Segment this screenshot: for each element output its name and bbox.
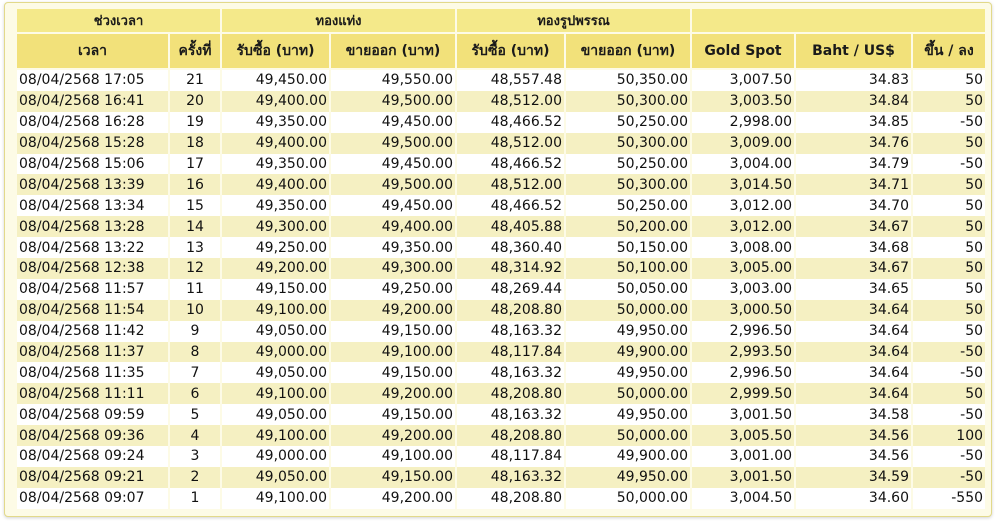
table-row xyxy=(17,91,985,112)
cell-gold-spot: 2,996.50 xyxy=(692,321,794,342)
cell-ornament-sell: 50,000.00 xyxy=(566,300,690,321)
table-row xyxy=(17,467,985,488)
cell-ornament-buy: 48,117.84 xyxy=(457,446,564,467)
cell-round: 16 xyxy=(170,174,220,195)
cell-ornament-buy: 48,512.00 xyxy=(457,133,564,154)
table-row xyxy=(17,425,985,446)
cell-bar-buy: 49,100.00 xyxy=(222,488,329,509)
cell-gold-spot: 3,001.50 xyxy=(692,404,794,425)
table-row xyxy=(17,70,985,91)
table-row xyxy=(17,279,985,300)
cell-baht-usd: 34.79 xyxy=(796,154,911,175)
cell-bar-buy: 49,350.00 xyxy=(222,195,329,216)
cell-time: 08/04/2568 11:11 xyxy=(17,383,168,404)
cell-ornament-buy: 48,466.52 xyxy=(457,154,564,175)
cell-bar-buy: 49,050.00 xyxy=(222,321,329,342)
table-row xyxy=(17,258,985,279)
cell-ornament-sell: 50,150.00 xyxy=(566,237,690,258)
cell-round: 10 xyxy=(170,300,220,321)
cell-bar-buy: 49,350.00 xyxy=(222,154,329,175)
column-header-time: เวลา xyxy=(17,34,168,70)
cell-change: -50 xyxy=(913,404,985,425)
table-row xyxy=(17,133,985,154)
cell-change: 50 xyxy=(913,300,985,321)
cell-ornament-sell: 50,050.00 xyxy=(566,279,690,300)
cell-bar-buy: 49,100.00 xyxy=(222,425,329,446)
cell-round: 11 xyxy=(170,279,220,300)
cell-round: 8 xyxy=(170,342,220,363)
cell-bar-buy: 49,000.00 xyxy=(222,342,329,363)
cell-bar-sell: 49,250.00 xyxy=(331,279,455,300)
cell-baht-usd: 34.64 xyxy=(796,383,911,404)
cell-bar-buy: 49,200.00 xyxy=(222,258,329,279)
cell-ornament-sell: 49,950.00 xyxy=(566,404,690,425)
cell-ornament-sell: 50,300.00 xyxy=(566,91,690,112)
cell-gold-spot: 3,001.00 xyxy=(692,446,794,467)
table-row xyxy=(17,112,985,133)
cell-ornament-sell: 50,300.00 xyxy=(566,133,690,154)
cell-baht-usd: 34.76 xyxy=(796,133,911,154)
cell-bar-buy: 49,050.00 xyxy=(222,362,329,383)
cell-gold-spot: 3,004.50 xyxy=(692,488,794,509)
cell-bar-sell: 49,200.00 xyxy=(331,488,455,509)
cell-bar-sell: 49,550.00 xyxy=(331,70,455,91)
cell-round: 12 xyxy=(170,258,220,279)
cell-bar-sell: 49,300.00 xyxy=(331,258,455,279)
cell-baht-usd: 34.59 xyxy=(796,467,911,488)
cell-time: 08/04/2568 13:34 xyxy=(17,195,168,216)
cell-bar-buy: 49,450.00 xyxy=(222,70,329,91)
cell-gold-spot: 3,000.50 xyxy=(692,300,794,321)
cell-round: 6 xyxy=(170,383,220,404)
cell-ornament-buy: 48,208.80 xyxy=(457,488,564,509)
cell-baht-usd: 34.70 xyxy=(796,195,911,216)
cell-change: 50 xyxy=(913,216,985,237)
cell-change: -50 xyxy=(913,467,985,488)
cell-gold-spot: 3,004.00 xyxy=(692,154,794,175)
cell-ornament-sell: 50,250.00 xyxy=(566,195,690,216)
cell-gold-spot: 2,996.50 xyxy=(692,362,794,383)
cell-bar-buy: 49,050.00 xyxy=(222,467,329,488)
table-row xyxy=(17,446,985,467)
cell-round: 14 xyxy=(170,216,220,237)
cell-round: 3 xyxy=(170,446,220,467)
column-header-baht-usd: Baht / US$ xyxy=(796,34,911,70)
cell-change: 50 xyxy=(913,174,985,195)
cell-bar-sell: 49,150.00 xyxy=(331,404,455,425)
cell-time: 08/04/2568 12:38 xyxy=(17,258,168,279)
cell-ornament-buy: 48,208.80 xyxy=(457,383,564,404)
table-row xyxy=(17,488,985,509)
cell-bar-sell: 49,450.00 xyxy=(331,195,455,216)
cell-time: 08/04/2568 11:35 xyxy=(17,362,168,383)
cell-bar-buy: 49,400.00 xyxy=(222,174,329,195)
table-row xyxy=(17,195,985,216)
cell-ornament-sell: 49,900.00 xyxy=(566,342,690,363)
cell-baht-usd: 34.56 xyxy=(796,425,911,446)
cell-ornament-buy: 48,512.00 xyxy=(457,91,564,112)
cell-bar-buy: 49,250.00 xyxy=(222,237,329,258)
cell-bar-sell: 49,150.00 xyxy=(331,362,455,383)
cell-gold-spot: 3,001.50 xyxy=(692,467,794,488)
cell-baht-usd: 34.58 xyxy=(796,404,911,425)
cell-bar-sell: 49,400.00 xyxy=(331,216,455,237)
cell-bar-buy: 49,400.00 xyxy=(222,133,329,154)
cell-ornament-buy: 48,163.32 xyxy=(457,404,564,425)
cell-round: 1 xyxy=(170,488,220,509)
cell-time: 08/04/2568 11:54 xyxy=(17,300,168,321)
cell-time: 08/04/2568 09:24 xyxy=(17,446,168,467)
table-row xyxy=(17,300,985,321)
column-header-row xyxy=(17,34,985,70)
cell-time: 08/04/2568 15:06 xyxy=(17,154,168,175)
gold-price-table xyxy=(15,9,987,509)
cell-bar-buy: 49,300.00 xyxy=(222,216,329,237)
cell-time: 08/04/2568 13:28 xyxy=(17,216,168,237)
cell-bar-buy: 49,350.00 xyxy=(222,112,329,133)
cell-bar-sell: 49,150.00 xyxy=(331,467,455,488)
cell-gold-spot: 3,007.50 xyxy=(692,70,794,91)
cell-time: 08/04/2568 16:41 xyxy=(17,91,168,112)
group-header-blank xyxy=(692,9,985,34)
cell-bar-buy: 49,100.00 xyxy=(222,383,329,404)
cell-ornament-sell: 49,900.00 xyxy=(566,446,690,467)
column-header-change: ขึ้น / ลง xyxy=(913,34,985,70)
cell-ornament-sell: 50,350.00 xyxy=(566,70,690,91)
table-row xyxy=(17,342,985,363)
cell-bar-sell: 49,100.00 xyxy=(331,446,455,467)
group-header-gold-bar: ทองแท่ง xyxy=(222,9,455,34)
cell-baht-usd: 34.85 xyxy=(796,112,911,133)
cell-gold-spot: 3,012.00 xyxy=(692,195,794,216)
cell-change: 50 xyxy=(913,279,985,300)
cell-ornament-buy: 48,466.52 xyxy=(457,112,564,133)
cell-ornament-buy: 48,512.00 xyxy=(457,174,564,195)
cell-baht-usd: 34.71 xyxy=(796,174,911,195)
cell-bar-buy: 49,150.00 xyxy=(222,279,329,300)
cell-bar-buy: 49,000.00 xyxy=(222,446,329,467)
cell-ornament-buy: 48,314.92 xyxy=(457,258,564,279)
cell-change: -550 xyxy=(913,488,985,509)
cell-time: 08/04/2568 17:05 xyxy=(17,70,168,91)
cell-change: 50 xyxy=(913,91,985,112)
cell-ornament-buy: 48,163.32 xyxy=(457,321,564,342)
cell-baht-usd: 34.64 xyxy=(796,342,911,363)
cell-ornament-sell: 50,250.00 xyxy=(566,154,690,175)
cell-ornament-sell: 49,950.00 xyxy=(566,467,690,488)
cell-change: 50 xyxy=(913,258,985,279)
cell-change: 50 xyxy=(913,383,985,404)
cell-bar-sell: 49,200.00 xyxy=(331,383,455,404)
cell-round: 21 xyxy=(170,70,220,91)
cell-change: 50 xyxy=(913,321,985,342)
cell-time: 08/04/2568 15:28 xyxy=(17,133,168,154)
cell-gold-spot: 3,014.50 xyxy=(692,174,794,195)
cell-ornament-sell: 50,100.00 xyxy=(566,258,690,279)
cell-round: 4 xyxy=(170,425,220,446)
column-header-bar-sell: ขายออก (บาท) xyxy=(331,34,455,70)
cell-round: 17 xyxy=(170,154,220,175)
cell-baht-usd: 34.56 xyxy=(796,446,911,467)
cell-bar-sell: 49,450.00 xyxy=(331,154,455,175)
column-header-ornament-buy: รับซื้อ (บาท) xyxy=(457,34,564,70)
cell-change: 50 xyxy=(913,195,985,216)
cell-gold-spot: 3,008.00 xyxy=(692,237,794,258)
group-header-gold-ornament: ทองรูปพรรณ xyxy=(457,9,690,34)
cell-time: 08/04/2568 09:36 xyxy=(17,425,168,446)
cell-baht-usd: 34.60 xyxy=(796,488,911,509)
cell-ornament-sell: 50,300.00 xyxy=(566,174,690,195)
cell-gold-spot: 2,999.50 xyxy=(692,383,794,404)
cell-gold-spot: 3,003.50 xyxy=(692,91,794,112)
column-header-bar-buy: รับซื้อ (บาท) xyxy=(222,34,329,70)
table-row xyxy=(17,174,985,195)
cell-time: 08/04/2568 13:39 xyxy=(17,174,168,195)
cell-change: -50 xyxy=(913,154,985,175)
cell-bar-buy: 49,100.00 xyxy=(222,300,329,321)
cell-bar-sell: 49,500.00 xyxy=(331,174,455,195)
cell-time: 08/04/2568 13:22 xyxy=(17,237,168,258)
cell-ornament-buy: 48,208.80 xyxy=(457,300,564,321)
cell-round: 5 xyxy=(170,404,220,425)
cell-round: 20 xyxy=(170,91,220,112)
cell-ornament-sell: 50,000.00 xyxy=(566,488,690,509)
cell-time: 08/04/2568 11:42 xyxy=(17,321,168,342)
cell-ornament-buy: 48,269.44 xyxy=(457,279,564,300)
table-row xyxy=(17,383,985,404)
table-row xyxy=(17,321,985,342)
cell-change: -50 xyxy=(913,446,985,467)
cell-ornament-buy: 48,466.52 xyxy=(457,195,564,216)
cell-change: 50 xyxy=(913,70,985,91)
cell-time: 08/04/2568 09:07 xyxy=(17,488,168,509)
cell-change: -50 xyxy=(913,362,985,383)
cell-time: 08/04/2568 16:28 xyxy=(17,112,168,133)
cell-ornament-sell: 49,950.00 xyxy=(566,321,690,342)
group-header-period: ช่วงเวลา xyxy=(17,9,220,34)
cell-bar-buy: 49,050.00 xyxy=(222,404,329,425)
cell-baht-usd: 34.67 xyxy=(796,216,911,237)
cell-change: -50 xyxy=(913,342,985,363)
group-header-row xyxy=(17,9,985,34)
table-row xyxy=(17,237,985,258)
cell-change: 50 xyxy=(913,237,985,258)
cell-ornament-buy: 48,117.84 xyxy=(457,342,564,363)
cell-time: 08/04/2568 11:37 xyxy=(17,342,168,363)
cell-change: 50 xyxy=(913,133,985,154)
cell-ornament-buy: 48,557.48 xyxy=(457,70,564,91)
table-row xyxy=(17,404,985,425)
cell-baht-usd: 34.83 xyxy=(796,70,911,91)
cell-gold-spot: 3,003.00 xyxy=(692,279,794,300)
cell-bar-sell: 49,200.00 xyxy=(331,300,455,321)
cell-baht-usd: 34.64 xyxy=(796,362,911,383)
gold-price-panel xyxy=(4,2,992,517)
cell-gold-spot: 3,005.50 xyxy=(692,425,794,446)
cell-bar-sell: 49,450.00 xyxy=(331,112,455,133)
cell-gold-spot: 2,998.00 xyxy=(692,112,794,133)
table-row xyxy=(17,362,985,383)
cell-baht-usd: 34.64 xyxy=(796,300,911,321)
cell-baht-usd: 34.84 xyxy=(796,91,911,112)
cell-baht-usd: 34.65 xyxy=(796,279,911,300)
cell-baht-usd: 34.67 xyxy=(796,258,911,279)
cell-baht-usd: 34.64 xyxy=(796,321,911,342)
cell-ornament-buy: 48,208.80 xyxy=(457,425,564,446)
cell-time: 08/04/2568 11:57 xyxy=(17,279,168,300)
cell-change: 100 xyxy=(913,425,985,446)
cell-ornament-sell: 50,200.00 xyxy=(566,216,690,237)
cell-gold-spot: 3,009.00 xyxy=(692,133,794,154)
cell-gold-spot: 2,993.50 xyxy=(692,342,794,363)
column-header-ornament-sell: ขายออก (บาท) xyxy=(566,34,690,70)
table-row xyxy=(17,154,985,175)
cell-baht-usd: 34.68 xyxy=(796,237,911,258)
cell-bar-sell: 49,350.00 xyxy=(331,237,455,258)
cell-ornament-sell: 50,000.00 xyxy=(566,383,690,404)
cell-gold-spot: 3,012.00 xyxy=(692,216,794,237)
cell-ornament-buy: 48,163.32 xyxy=(457,467,564,488)
table-body xyxy=(17,70,985,509)
cell-ornament-buy: 48,405.88 xyxy=(457,216,564,237)
cell-bar-sell: 49,500.00 xyxy=(331,133,455,154)
cell-round: 18 xyxy=(170,133,220,154)
cell-bar-sell: 49,500.00 xyxy=(331,91,455,112)
cell-time: 08/04/2568 09:21 xyxy=(17,467,168,488)
cell-ornament-sell: 50,000.00 xyxy=(566,425,690,446)
cell-gold-spot: 3,005.00 xyxy=(692,258,794,279)
table-row xyxy=(17,216,985,237)
cell-bar-sell: 49,150.00 xyxy=(331,321,455,342)
column-header-gold-spot: Gold Spot xyxy=(692,34,794,70)
cell-ornament-sell: 50,250.00 xyxy=(566,112,690,133)
cell-change: -50 xyxy=(913,112,985,133)
cell-ornament-buy: 48,360.40 xyxy=(457,237,564,258)
column-header-round: ครั้งที่ xyxy=(170,34,220,70)
cell-round: 13 xyxy=(170,237,220,258)
cell-bar-sell: 49,100.00 xyxy=(331,342,455,363)
cell-round: 9 xyxy=(170,321,220,342)
cell-round: 2 xyxy=(170,467,220,488)
cell-round: 7 xyxy=(170,362,220,383)
cell-round: 19 xyxy=(170,112,220,133)
cell-time: 08/04/2568 09:59 xyxy=(17,404,168,425)
cell-round: 15 xyxy=(170,195,220,216)
cell-bar-buy: 49,400.00 xyxy=(222,91,329,112)
cell-ornament-sell: 49,950.00 xyxy=(566,362,690,383)
cell-bar-sell: 49,200.00 xyxy=(331,425,455,446)
cell-ornament-buy: 48,163.32 xyxy=(457,362,564,383)
